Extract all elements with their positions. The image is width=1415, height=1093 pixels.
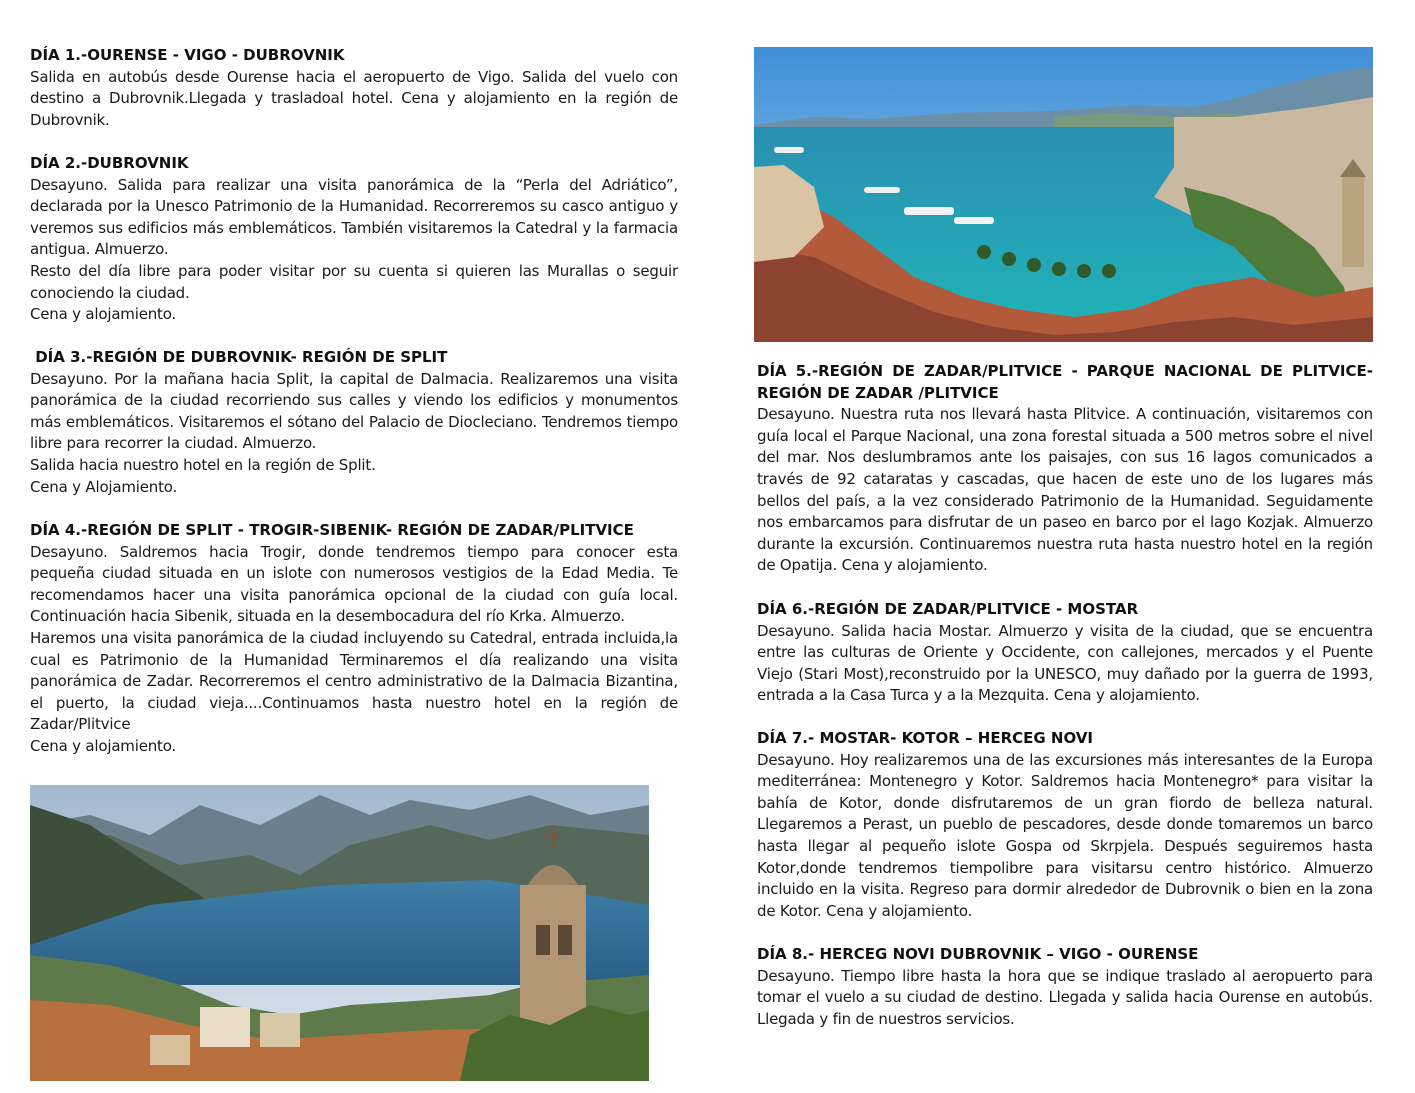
day-8-text: Desayuno. Tiempo libre hasta la hora que se indique traslado al aeropuerto para tomar el vuelo a su ciudad de destino. Llegada y salida hacia Ourense en autobús. Llegada y fin de nuestros servicios. bbox=[757, 966, 1373, 1028]
day-2-text: Resto del día libre para poder visitar por su cuenta si quieren las Murallas o seguir conociendo la ciudad. bbox=[30, 261, 678, 302]
day-2-section bbox=[30, 153, 678, 326]
kotor-bay-photo bbox=[30, 785, 649, 1081]
day-6-heading: DÍA 6.-REGIÓN DE ZADAR/PLITVICE - MOSTAR bbox=[757, 600, 1139, 618]
day-3-text: Salida hacia nuestro hotel en la región de Split. bbox=[30, 455, 376, 474]
day-2-text: Desayuno. Salida para realizar una visita panorámica de la “Perla del Adriático”, declarada por la Unesco Patrimonio de la Humanidad. Recorreremos su casco antiguo y veremos sus edificios más emblemáticos. También visitaremos la Catedral y la farmacia antigua. Almuerzo. bbox=[30, 175, 678, 259]
day-4-section bbox=[30, 520, 678, 758]
day-4-heading: DÍA 4.-REGIÓN DE SPLIT - TROGIR-SIBENIK- REGIÓN DE ZADAR/PLITVICE bbox=[30, 521, 634, 539]
day-3-heading: DÍA 3.-REGIÓN DE DUBROVNIK- REGIÓN DE SPLIT bbox=[30, 348, 448, 366]
day-5-section bbox=[757, 361, 1373, 577]
day-3-section bbox=[30, 347, 678, 498]
day-6-section bbox=[757, 599, 1373, 707]
day-5-text: Desayuno. Nuestra ruta nos llevará hasta Plitvice. A continuación, visitaremos con guía local el Parque Nacional, una zona forestal situada a 500 metros sobre el nivel del mar. Nos deslumbramos ante los paisajes, con sus 16 lagos comunicados a través de 92 cataratas y cascadas, que hacen de este uno de los lugares más bellos del país, a la vez considerado Patrimonio de la Humanidad. Seguidamente nos embarcamos para disfrutar de un paseo en barco por el lago Kozjak. Almuerzo durante la excursión. Continuaremos nuestra ruta hasta nuestro hotel en la región de Opatija. Cena y alojamiento. bbox=[757, 405, 1373, 575]
day-3-text: Cena y Alojamiento. bbox=[30, 477, 178, 496]
day-5-heading: DÍA 5.-REGIÓN DE ZADAR/PLITVICE - PARQUE NACIONAL DE PLITVICE- REGIÓN DE ZADAR /PLITVICE bbox=[757, 362, 1373, 402]
day-2-text: Cena y alojamiento. bbox=[30, 305, 176, 324]
day-1-text: Salida en autobús desde Ourense hacia el aeropuerto de Vigo. Salida del vuelo con destino a Dubrovnik.Llegada y trasladoal hotel. Cena y alojamiento en la región de Dubrovnik. bbox=[30, 67, 678, 129]
day-4-text: Desayuno. Saldremos hacia Trogir, donde tendremos tiempo para conocer esta pequeña ciudad situada en un islote con numerosos vestigios de la Edad Media. Te recomendamos hacer una visita panorámica opcional de la ciudad con guía local. Continuación hacia Sibenik, situada en la desembocadura del río Krka. Almuerzo. bbox=[30, 542, 678, 626]
day-8-heading: DÍA 8.- HERCEG NOVI DUBROVNIK – VIGO - OURENSE bbox=[757, 945, 1199, 963]
day-7-text: Desayuno. Hoy realizaremos una de las excursiones más interesantes de la Europa mediterránea: Montenegro y Kotor. Saldremos hacia Montenegro* para visitar la bahía de Kotor, donde disfrutaremos de un gran fiordo de belleza natural. Llegaremos a Perast, un pueblo de pescadores, desde donde tomaremos un barco hasta llegar al pequeño islote Gospa od Skrpjela. Después seguiremos hasta Kotor,donde tendremos tiempolibre para visitarsu centro histórico. Almuerzo incluido en la visita. Regreso para dormir alrededor de Dubrovnik o bien en la zona de Kotor. Cena y alojamiento. bbox=[757, 750, 1373, 920]
day-1-heading: DÍA 1.-OURENSE - VIGO - DUBROVNIK bbox=[30, 46, 345, 64]
day-2-heading: DÍA 2.-DUBROVNIK bbox=[30, 154, 189, 172]
day-7-section bbox=[757, 728, 1373, 922]
day-4-text: Haremos una visita panorámica de la ciudad incluyendo su Catedral, entrada incluida,la cual es Patrimonio de la Humanidad Terminaremos el día realizando una visita panorámica de Zadar. Recorreremos el centro administrativo de la Dalmacia Bizantina, el puerto, la ciudad vieja....Continuamos hasta nuestro hotel en la región de Zadar/Plitvice bbox=[30, 628, 678, 734]
day-3-text: Desayuno. Por la mañana hacia Split, la capital de Dalmacia. Realizaremos una visita panorámica de la ciudad recorriendo sus calles y viendo los edificios y monumentos más emblemáticos. Visitaremos el sótano del Palacio de Diocleciano. Tendremos tiempo libre para recorrer la ciudad. Almuerzo. bbox=[30, 369, 678, 453]
day-4-text: Cena y alojamiento. bbox=[30, 736, 176, 755]
day-7-heading: DÍA 7.- MOSTAR- KOTOR – HERCEG NOVI bbox=[757, 729, 1094, 747]
day-6-text: Desayuno. Salida hacia Mostar. Almuerzo y visita de la ciudad, que se encuentra entre las culturas de Oriente y Occidente, con callejones, mercados y el Puente Viejo (Stari Most),reconstruido por la UNESCO, muy dañado por la guerra de 1993, entrada a la Casa Turca y a la Mezquita. Cena y alojamiento. bbox=[757, 621, 1373, 705]
day-1-section bbox=[30, 45, 678, 131]
split-harbor-photo bbox=[754, 47, 1373, 342]
day-8-section bbox=[757, 944, 1373, 1030]
